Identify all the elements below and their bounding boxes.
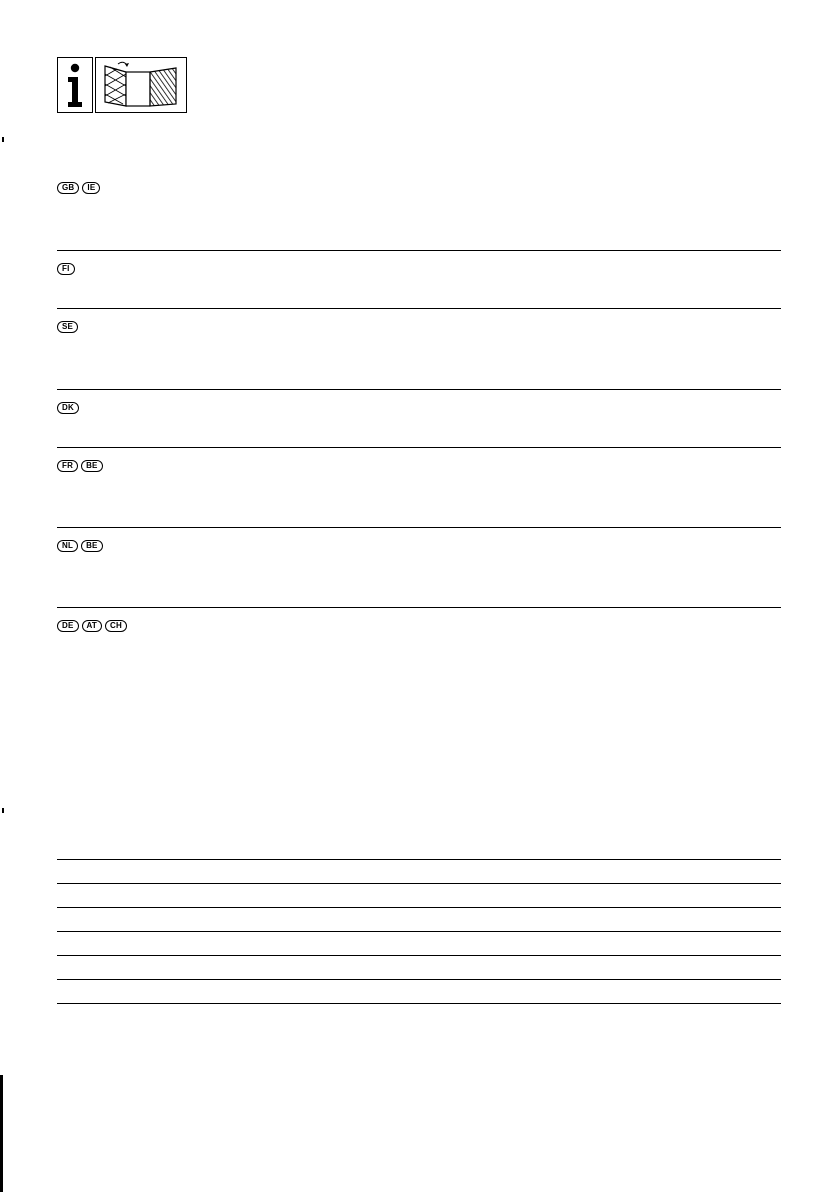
country-badge: GB [57,182,79,194]
section-divider [57,308,781,309]
country-badge: DE [57,620,79,632]
country-codes-dk [57,402,79,414]
ruled-line [57,979,781,980]
ruled-line [57,883,781,884]
country-badge: BE [81,460,103,472]
country-codes-fr-be [57,460,103,472]
country-badge: FR [57,460,78,472]
country-codes-fi [57,263,75,275]
ruled-line [57,955,781,956]
country-badge: DK [57,402,79,414]
country-codes-gb-ie [57,182,100,194]
country-badge: BE [81,540,103,552]
country-codes-de-at-ch [57,620,127,632]
country-badge: SE [57,321,78,333]
country-badge: CH [105,620,127,632]
margin-bar [0,1075,3,1192]
section-divider [57,389,781,390]
section-divider [57,447,781,448]
info-icon [57,57,93,113]
ruled-line [57,907,781,908]
margin-mark [2,808,4,813]
margin-mark [2,137,4,142]
ruled-line [57,931,781,932]
country-badge: FI [57,263,75,275]
country-codes-se [57,321,78,333]
section-divider [57,527,781,528]
country-badge: IE [82,182,100,194]
ruled-line [57,1003,781,1004]
section-divider [57,250,781,251]
country-codes-nl-be [57,540,103,552]
country-badge: NL [57,540,78,552]
ruled-line [57,859,781,860]
section-divider [57,607,781,608]
country-badge: AT [82,620,102,632]
fold-out-page-icon [95,57,187,113]
